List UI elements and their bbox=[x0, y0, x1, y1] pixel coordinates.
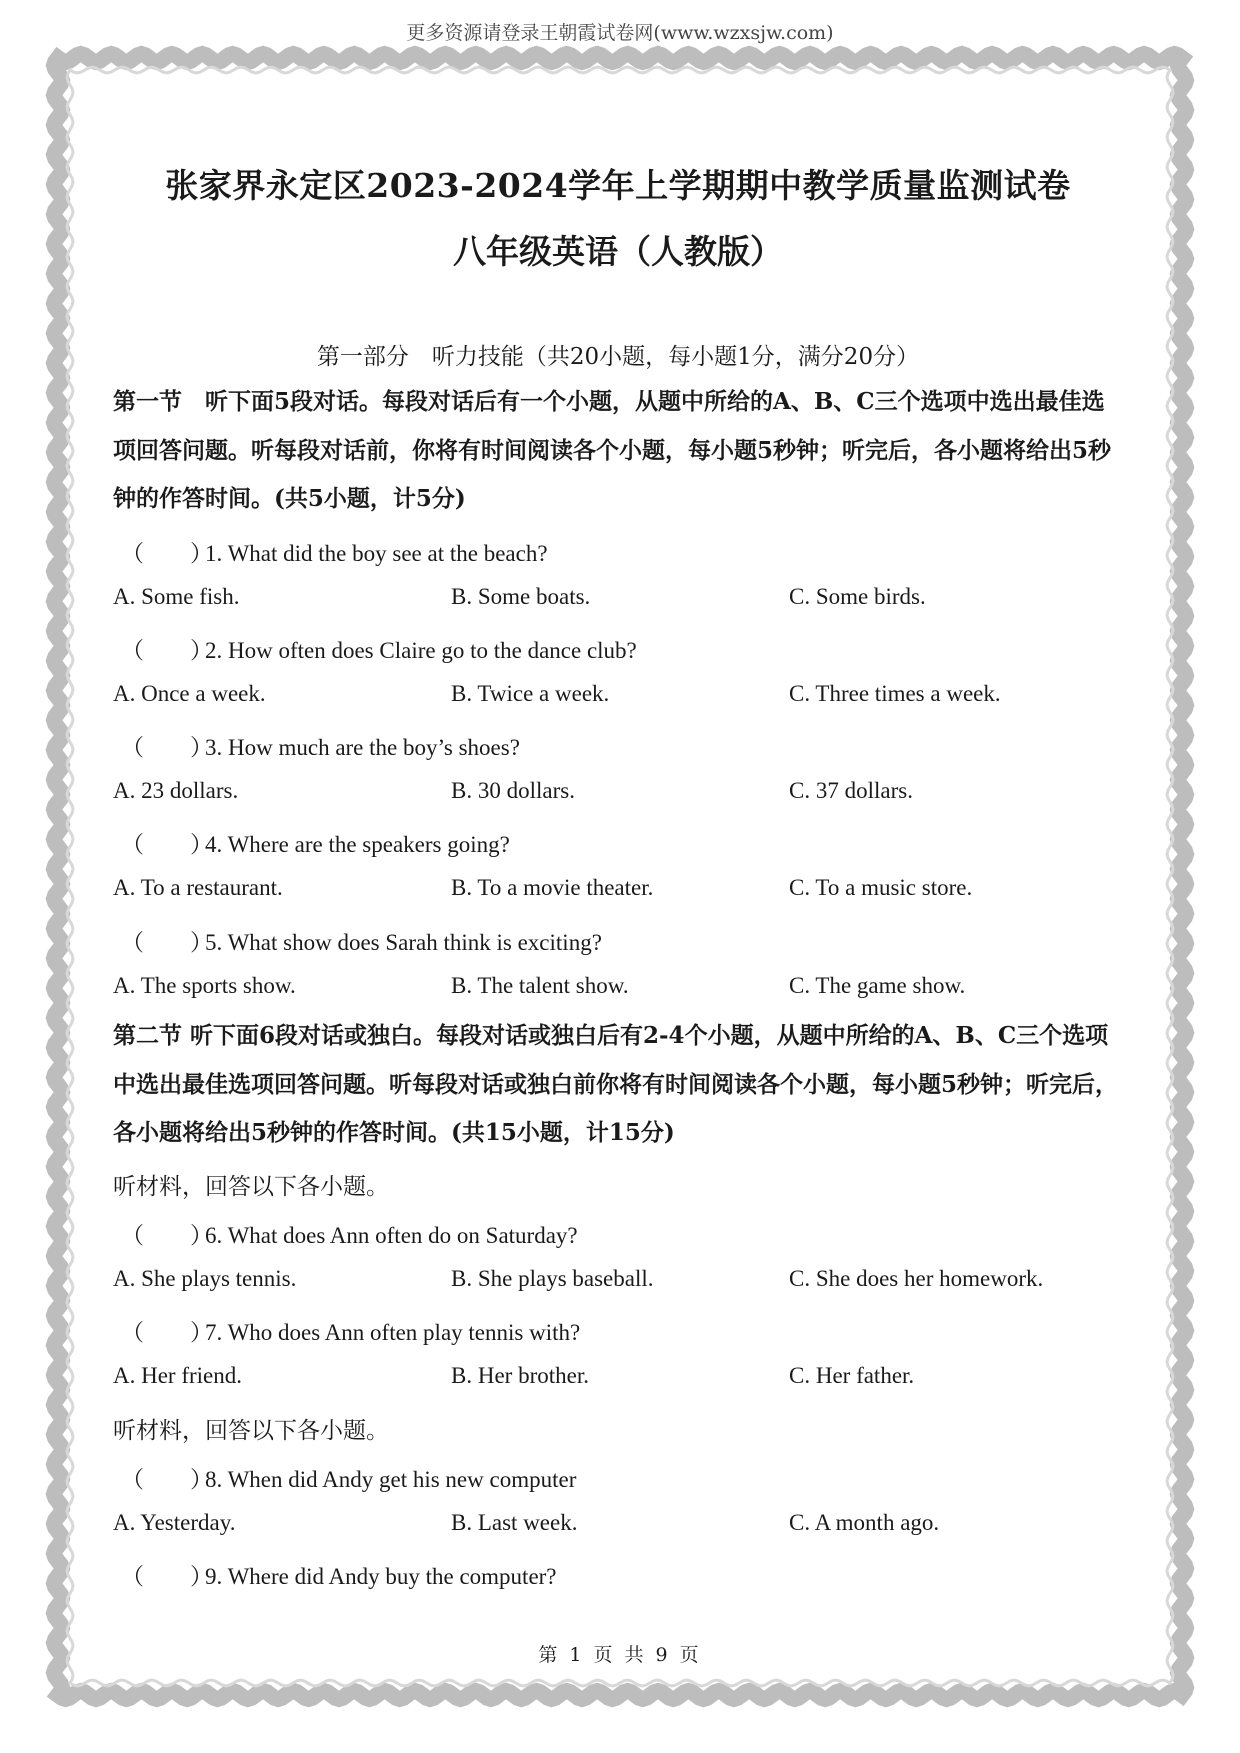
answer-blank: （ ） bbox=[121, 1223, 213, 1249]
option-b: B. Last week. bbox=[451, 1510, 578, 1535]
question-text: 4. Where are the speakers going? bbox=[205, 832, 510, 857]
question-4 bbox=[113, 826, 1123, 856]
header-note: 更多资源请登录王朝霞试卷网(www.wzxsjw.com) bbox=[406, 22, 834, 44]
answer-blank: （ ） bbox=[121, 1320, 213, 1346]
option-a: A. To a restaurant. bbox=[113, 875, 283, 900]
question-2 bbox=[113, 632, 1123, 662]
question-text: 8. When did Andy get his new computer bbox=[205, 1467, 577, 1492]
question-text: 7. Who does Ann often play tennis with? bbox=[205, 1320, 581, 1345]
options-8 bbox=[113, 1510, 1123, 1540]
page-footer: 第 1 页 共 9 页 bbox=[538, 1644, 702, 1666]
listen-prompt: 听材料，回答以下各小题。 bbox=[113, 1174, 389, 1200]
answer-blank: （ ） bbox=[121, 541, 213, 567]
part1-heading: 第一部分 听力技能（共20小题，每小题1分，满分20分） bbox=[316, 344, 920, 370]
option-c: C. A month ago. bbox=[789, 1510, 940, 1535]
option-a: A. Her friend. bbox=[113, 1363, 243, 1388]
question-text: 5. What show does Sarah think is exciting? bbox=[205, 930, 602, 955]
listen-prompt: 听材料，回答以下各小题。 bbox=[113, 1418, 389, 1444]
option-b: B. To a movie theater. bbox=[451, 875, 654, 900]
question-6 bbox=[113, 1217, 1123, 1247]
option-b: B. She plays baseball. bbox=[451, 1266, 654, 1291]
option-c: C. Her father. bbox=[789, 1363, 915, 1388]
option-c: C. To a music store. bbox=[789, 875, 973, 900]
option-a: A. The sports show. bbox=[113, 973, 296, 998]
question-5 bbox=[113, 924, 1123, 954]
options-6 bbox=[113, 1266, 1123, 1296]
option-c: C. Three times a week. bbox=[789, 681, 1001, 706]
option-c: C. 37 dollars. bbox=[789, 778, 913, 803]
option-a: A. Some fish. bbox=[113, 584, 240, 609]
question-8 bbox=[113, 1461, 1123, 1491]
option-a: A. 23 dollars. bbox=[113, 778, 239, 803]
answer-blank: （ ） bbox=[121, 832, 213, 858]
exam-title: 张家界永定区2023-2024学年上学期期中教学质量监测试卷 bbox=[165, 166, 1071, 205]
section1-instructions: 第一节 听下面5段对话。每段对话后有一个小题，从题中所给的A、B、C三个选项中选出最佳选项回答问题。听每段对话前，你将有时间阅读各个小题，每小题5秒钟；听完后，各小题将给出5秒钟的作答时间。(共5小题，计5分) bbox=[113, 388, 1112, 513]
question-text: 6. What does Ann often do on Saturday? bbox=[205, 1223, 578, 1248]
options-7 bbox=[113, 1363, 1123, 1393]
question-3 bbox=[113, 729, 1123, 759]
question-text: 3. How much are the boy’s shoes? bbox=[205, 735, 520, 760]
options-1 bbox=[113, 584, 1123, 614]
answer-blank: （ ） bbox=[121, 638, 213, 664]
question-7 bbox=[113, 1314, 1123, 1344]
answer-blank: （ ） bbox=[121, 1467, 213, 1493]
options-4 bbox=[113, 875, 1123, 905]
option-c: C. She does her homework. bbox=[789, 1266, 1044, 1291]
exam-subtitle: 八年级英语（人教版） bbox=[453, 232, 783, 271]
options-3 bbox=[113, 778, 1123, 808]
answer-blank: （ ） bbox=[121, 1564, 213, 1590]
option-a: A. She plays tennis. bbox=[113, 1266, 297, 1291]
question-text: 2. How often does Claire go to the dance club? bbox=[205, 638, 637, 663]
option-a: A. Once a week. bbox=[113, 681, 266, 706]
option-c: C. Some birds. bbox=[789, 584, 926, 609]
option-b: B. Her brother. bbox=[451, 1363, 589, 1388]
option-b: B. The talent show. bbox=[451, 973, 629, 998]
question-1 bbox=[113, 535, 1123, 565]
section2-instructions: 第二节 听下面6段对话或独白。每段对话或独白后有2-4个小题，从题中所给的A、B、C三个选项中选出最佳选项回答问题。听每段对话或独白前你将有时间阅读各个小题，每小题5秒钟；听完后，各小题将给出5秒钟的作答时间。(共15小题，计15分) bbox=[113, 1022, 1119, 1147]
answer-blank: （ ） bbox=[121, 930, 213, 956]
option-b: B. Twice a week. bbox=[451, 681, 610, 706]
question-9 bbox=[113, 1558, 1123, 1588]
option-b: B. 30 dollars. bbox=[451, 778, 575, 803]
options-5 bbox=[113, 973, 1123, 1003]
question-text: 1. What did the boy see at the beach? bbox=[205, 541, 548, 566]
option-c: C. The game show. bbox=[789, 973, 966, 998]
question-text: 9. Where did Andy buy the computer? bbox=[205, 1564, 557, 1589]
option-a: A. Yesterday. bbox=[113, 1510, 236, 1535]
option-b: B. Some boats. bbox=[451, 584, 591, 609]
options-2 bbox=[113, 681, 1123, 711]
answer-blank: （ ） bbox=[121, 735, 213, 761]
